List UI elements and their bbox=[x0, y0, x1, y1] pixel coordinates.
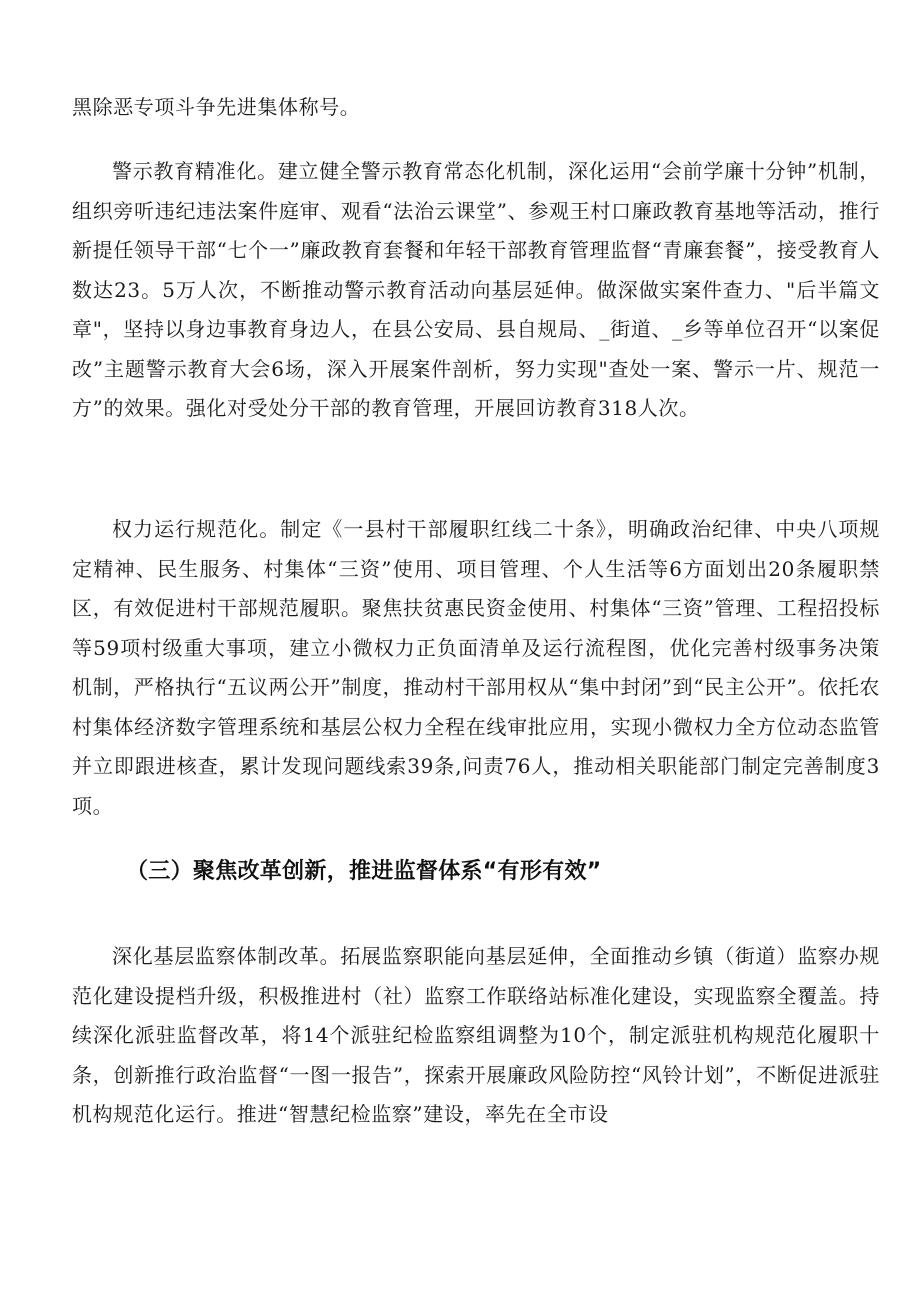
section-supervision-reform bbox=[72, 937, 880, 1135]
paragraph-supervision-reform: 深化基层监察体制改革。拓展监察职能向基层延伸，全面推动乡镇（街道）监察办规范化建设提档升级，积极推进村（社）监察工作联络站标准化建设，实现监察全覆盖。持续深化派驻监督改革，将14个派驻纪检监察组调整为10个，制定派驻机构规范化履职十条，创新推行政治监督“一图一报告”，探索开展廉政风险防控“风铃计划”，不断促进派驻机构规范化运行。推进“智慧纪检监察”建设，率先在全市设 bbox=[72, 944, 880, 1126]
paragraph-continuation: 黑除恶专项斗争先进集体称号。 bbox=[72, 95, 361, 119]
section-warning-education bbox=[72, 152, 880, 429]
paragraph-warning-education: 警示教育精准化。建立健全警示教育常态化机制，深化运用“会前学廉十分钟”机制，组织旁听违纪违法案件庭审、观看“法治云课堂”、参观王村口廉政教育基地等活动，推行新提任领导干部“七个一”廉政教育套餐和年轻干部教育管理监督“青廉套餐”，接受教育人数达23。5万人次，不断推动警示教育活动向基层延伸。做深做实案件查力、"后半篇文章"，坚持以身边事教育身边人，在县公安局、县自规局、_街道、_乡等单位召开“以案促改”主题警示教育大会6场，深入开展案件剖析，努力实现"查处一案、警示一片、规范一方”的效果。强化对受处分干部的教育管理，开展回访教育318人次。 bbox=[72, 159, 880, 420]
paragraph-power-regulation: 权力运行规范化。制定《一县村干部履职红线二十条》，明确政治纪律、中央八项规定精神、民生服务、村集体“三资”使用、项目管理、个人生活等6方面划出20条履职禁区，有效促进村干部规范履职。聚焦扶贫惠民资金使用、村集体“三资”管理、工程招投标等59项村级重大事项，建立小微权力正负面清单及运行流程图，优化完善村级事务决策机制，严格执行“五议两公开”制度，推动村干部用权从“集中封闭”到“民主公开”。依托农村集体经济数字管理系统和基层公权力全程在线审批应用，实现小微权力全方位动态监管并立即跟进核查，累计发现问题线索39条,问责76人，推动相关职能部门制定完善制度3项。 bbox=[72, 517, 880, 818]
section-power-regulation bbox=[72, 510, 880, 826]
section-heading: （三）聚焦改革创新，推进监督体系“有形有效” bbox=[126, 859, 602, 884]
continued-text bbox=[72, 88, 880, 128]
